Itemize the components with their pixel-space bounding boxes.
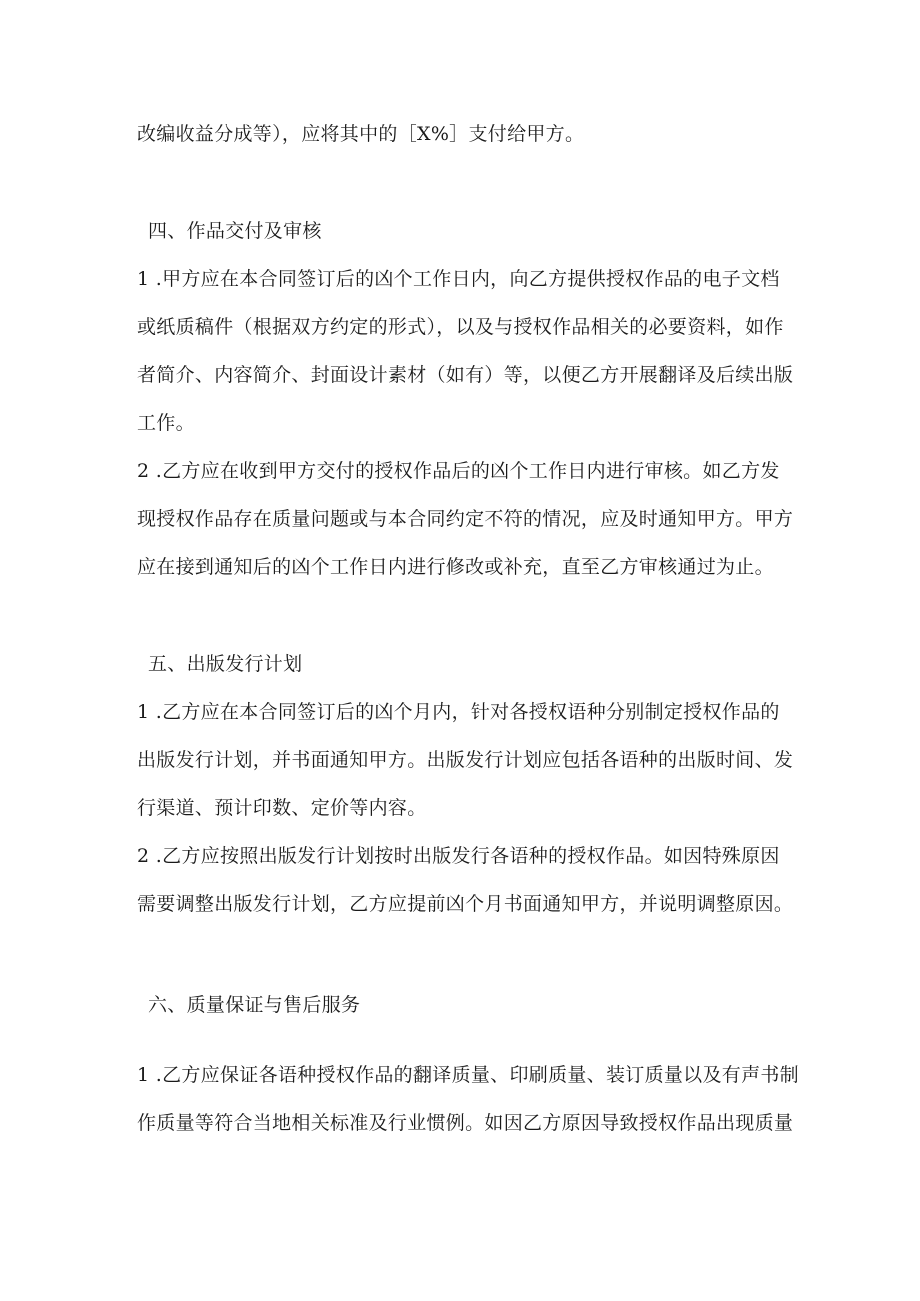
section-6-heading: 六、质量保证与售后服务 (148, 994, 361, 1016)
section-4-item-2-line-3: 应在接到通知后的凶个工作日内进行修改或补充，直至乙方审核通过为止。 (137, 556, 774, 578)
section-4-item-1-line-4: 工作。 (137, 412, 195, 434)
section-4-item-1-line-2: 或纸质稿件（根据双方约定的形式），以及与授权作品相关的必要资料，如作 (137, 316, 784, 338)
section-5-item-2-line-1: 2 .乙方应按照出版发行计划按时出版发行各语种的授权作品。如因特殊原因 (137, 845, 780, 867)
section-4-heading: 四、作品交付及审核 (148, 220, 322, 242)
section-4-item-2-line-1: 2 .乙方应在收到甲方交付的授权作品后的凶个工作日内进行审核。如乙方发 (137, 460, 780, 482)
section-5-item-1-line-3: 行渠道、预计印数、定价等内容。 (137, 797, 427, 819)
section-6-item-1-line-2: 作质量等符合当地相关标准及行业惯例。如因乙方原因导致授权作品出现质量 (137, 1112, 794, 1134)
section-6-item-1-line-1: 1 .乙方应保证各语种授权作品的翻译质量、印刷质量、装订质量以及有声书制 (137, 1064, 799, 1086)
section-5-heading: 五、出版发行计划 (148, 653, 303, 675)
section-4-item-2-line-2: 现授权作品存在质量问题或与本合同约定不符的情况，应及时通知甲方。甲方 (137, 508, 794, 530)
section-4-item-1-line-3: 者简介、内容简介、封面设计素材（如有）等，以便乙方开展翻译及后续出版 (137, 364, 794, 386)
section-5-item-1-line-2: 出版发行计划，并书面通知甲方。出版发行计划应包括各语种的出版时间、发 (137, 749, 794, 771)
section-5-item-1-line-1: 1 .乙方应在本合同签订后的凶个月内，针对各授权语种分别制定授权作品的 (137, 701, 780, 723)
section-4-item-1-line-1: 1 .甲方应在本合同签订后的凶个工作日内，向乙方提供授权作品的电子文档 (137, 268, 780, 290)
section-5-item-2-line-2: 需要调整出版发行计划，乙方应提前凶个月书面通知甲方，并说明调整原因。 (137, 893, 794, 915)
intro-paragraph-line: 改编收益分成等），应将其中的［X%］支付给甲方。 (137, 123, 585, 145)
